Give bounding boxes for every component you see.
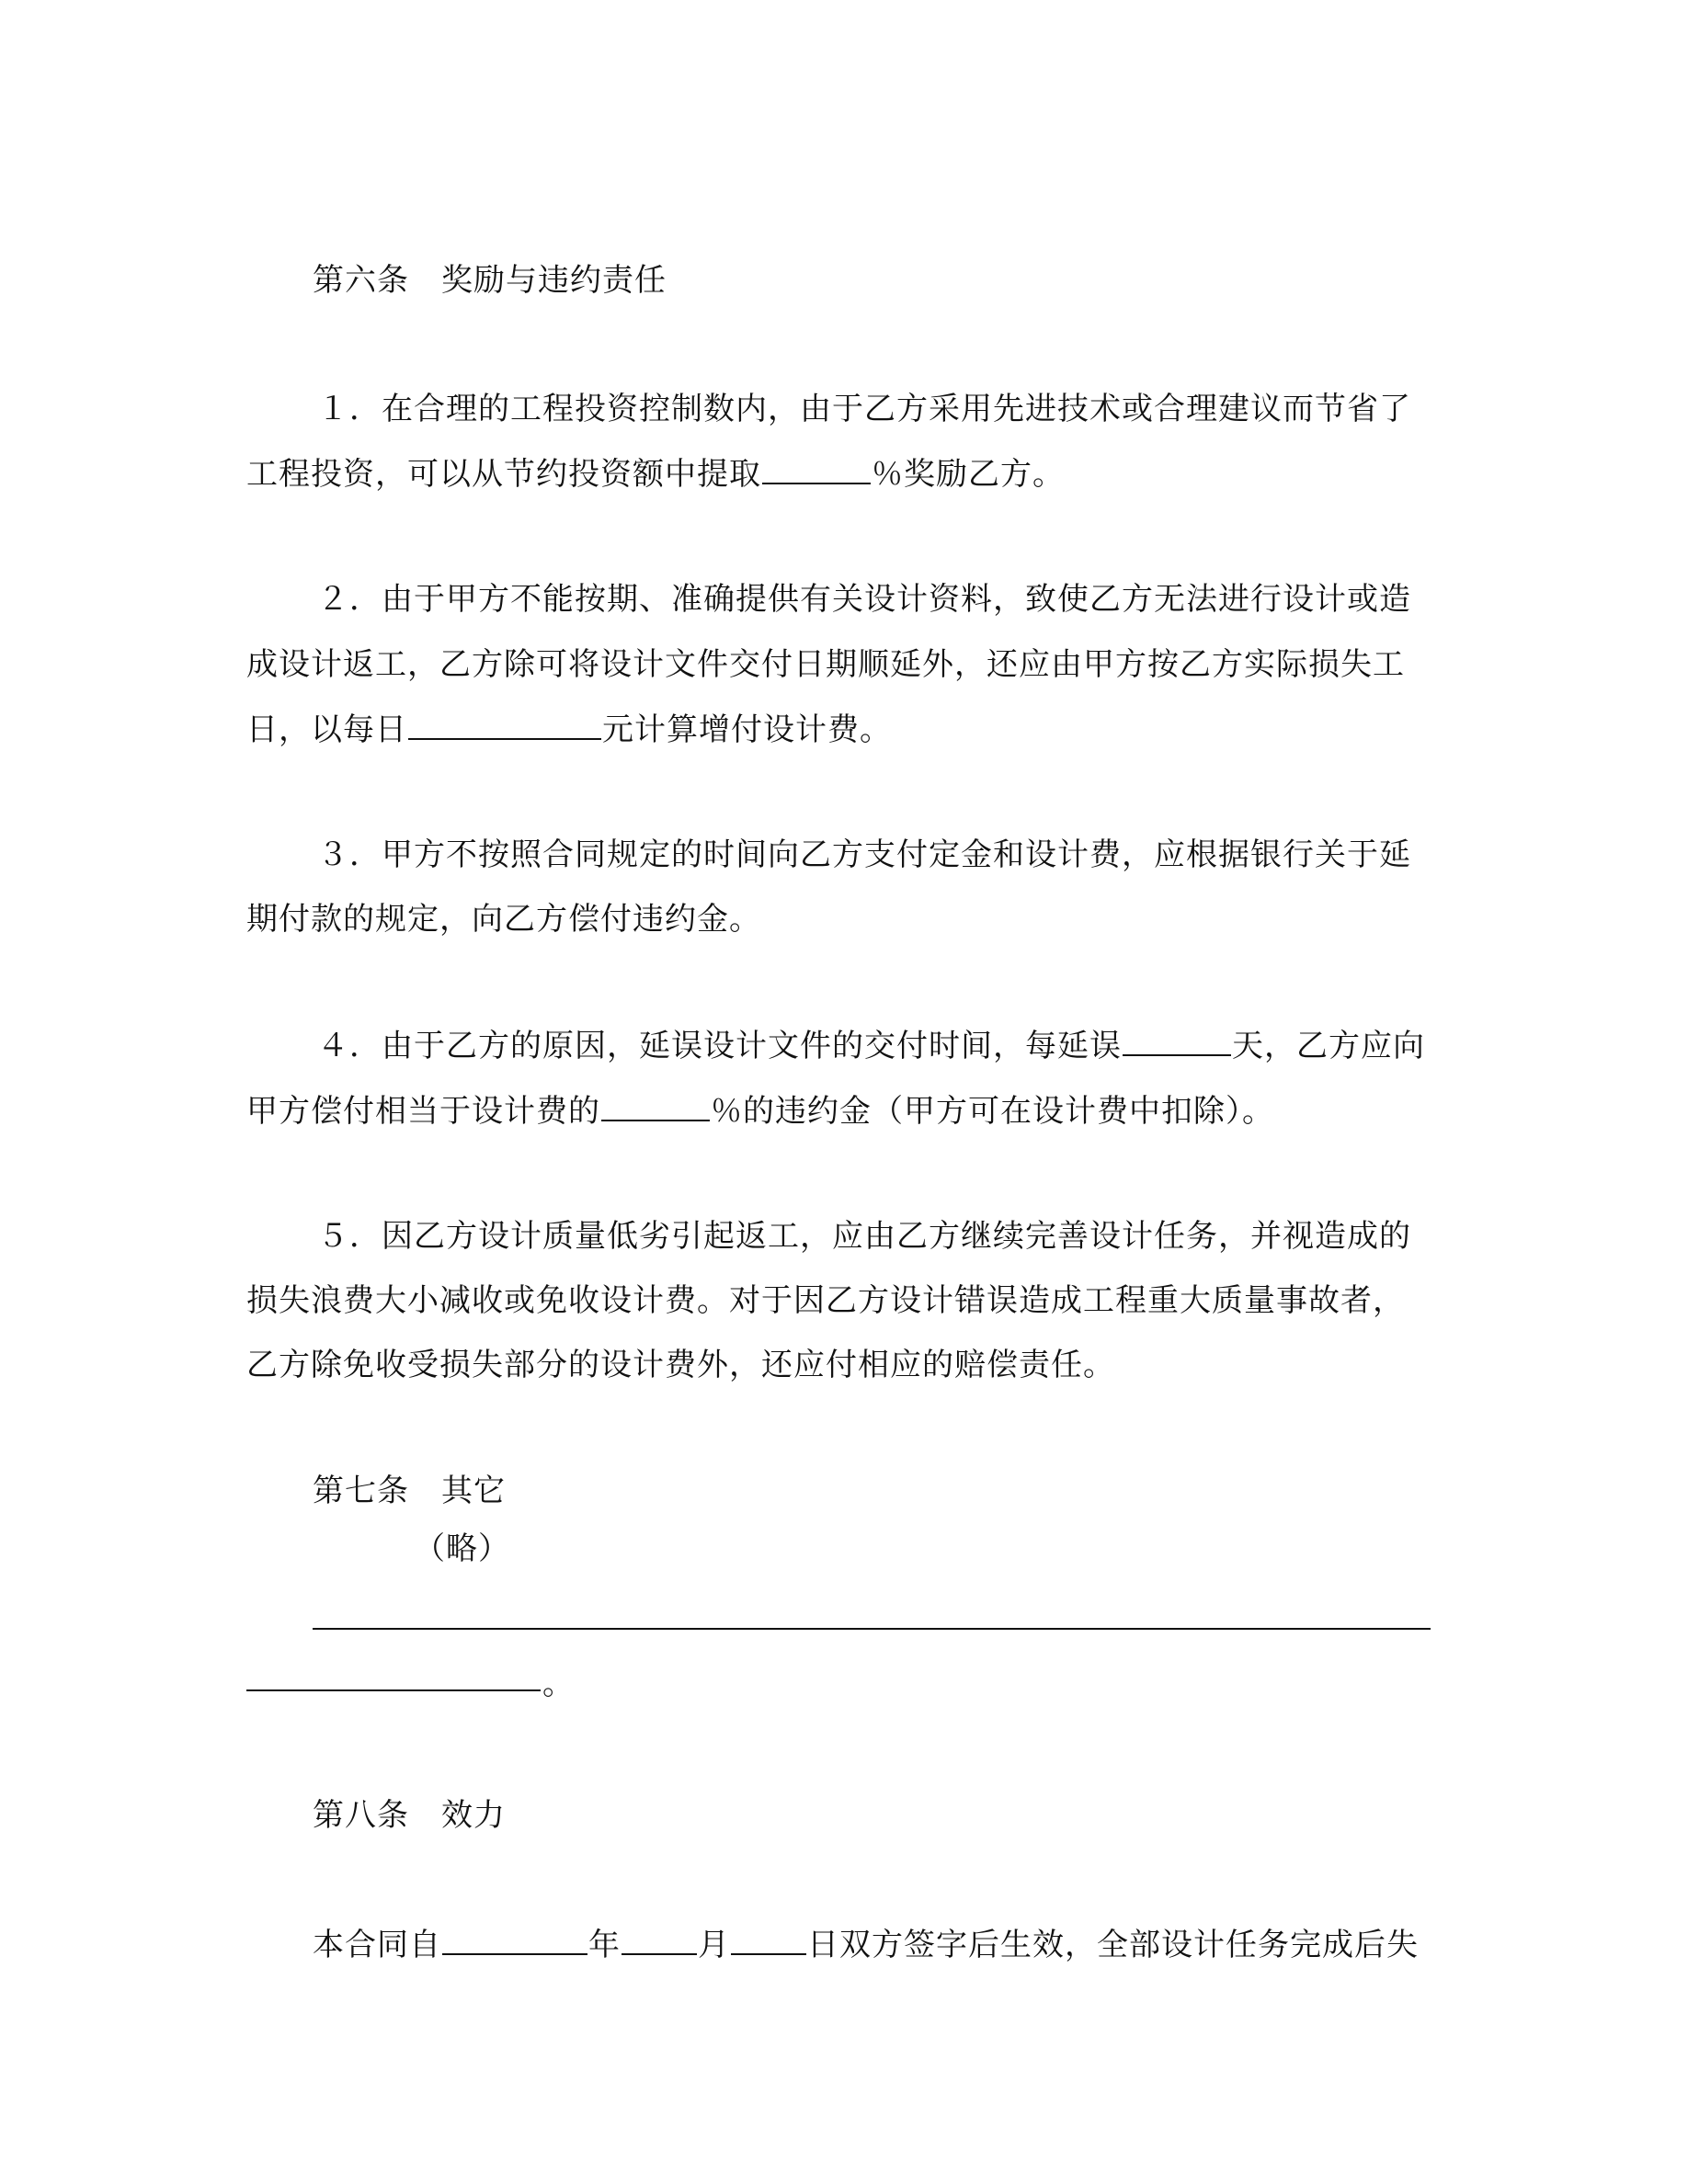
daily-amount-blank	[408, 711, 601, 740]
omitted-note: （略）	[414, 1530, 510, 1567]
article-6-heading: 第六条 奖励与违约责任	[313, 262, 667, 299]
clause-5-line-2: 损失浪费大小减收或免收设计费。对于因乙方设计错误造成工程重大质量事故者，	[246, 1282, 1405, 1319]
clause-1-line-2	[246, 455, 1065, 493]
effective-text-year: 年	[588, 1927, 621, 1963]
clause-4-text-d: ％的违约金（甲方可在设计费中扣除）。	[711, 1093, 1274, 1130]
clause-5-line-1: ５．因乙方设计质量低劣引起返工，应由乙方继续完善设计任务，并视造成的	[317, 1218, 1411, 1255]
clause-3-line-2: 期付款的规定，向乙方偿付违约金。	[246, 901, 761, 938]
clause-4-line-1	[317, 1027, 1425, 1064]
clause-4-text-b: 天，乙方应向	[1232, 1028, 1425, 1064]
effective-text-month: 月	[698, 1927, 730, 1963]
end-period: 。	[542, 1666, 575, 1702]
clause-2-line-1: ２．由于甲方不能按期、准确提供有关设计资料，致使乙方无法进行设计或造	[317, 581, 1411, 618]
fill-in-rule-short	[246, 1689, 541, 1691]
clause-2-line-3	[246, 711, 892, 748]
delay-days-blank	[1123, 1027, 1231, 1056]
clause-3-line-1: ３．甲方不按照合同规定的时间向乙方支付定金和设计费，应根据银行关于延	[317, 836, 1411, 873]
fill-in-rule-long	[313, 1628, 1431, 1630]
clause-4-line-2	[246, 1092, 1274, 1130]
clause-5-line-3: 乙方除免收受损失部分的设计费外，还应付相应的赔偿责任。	[246, 1347, 1115, 1383]
month-blank	[622, 1926, 697, 1955]
effective-date-line	[313, 1926, 1419, 1963]
effective-text-rest: 日双方签字后生效，全部设计任务完成后失	[807, 1927, 1419, 1963]
clause-2-line-2: 成设计返工，乙方除可将设计文件交付日期顺延外，还应由甲方按乙方实际损失工	[246, 646, 1405, 683]
clause-1-line-1: １．在合理的工程投资控制数内，由于乙方采用先进技术或合理建议而节省了	[317, 391, 1411, 427]
article-8-heading: 第八条 效力	[313, 1797, 506, 1834]
clause-4-text-a: ４．由于乙方的原因，延误设计文件的交付时间，每延误	[317, 1028, 1122, 1064]
clause-2-text-a: 日，以每日	[246, 711, 407, 748]
day-blank	[731, 1926, 806, 1955]
effective-text-a: 本合同自	[313, 1927, 441, 1963]
percentage-blank	[762, 455, 871, 484]
clause-2-text-b: 元计算增付设计费。	[602, 711, 892, 748]
penalty-percent-blank	[601, 1092, 710, 1121]
clause-1-text-b: ％奖励乙方。	[872, 456, 1065, 493]
article-7-heading: 第七条 其它	[313, 1473, 506, 1509]
year-blank	[442, 1926, 587, 1955]
clause-1-text-a: 工程投资，可以从节约投资额中提取	[246, 456, 761, 493]
clause-4-text-c: 甲方偿付相当于设计费的	[246, 1093, 600, 1130]
